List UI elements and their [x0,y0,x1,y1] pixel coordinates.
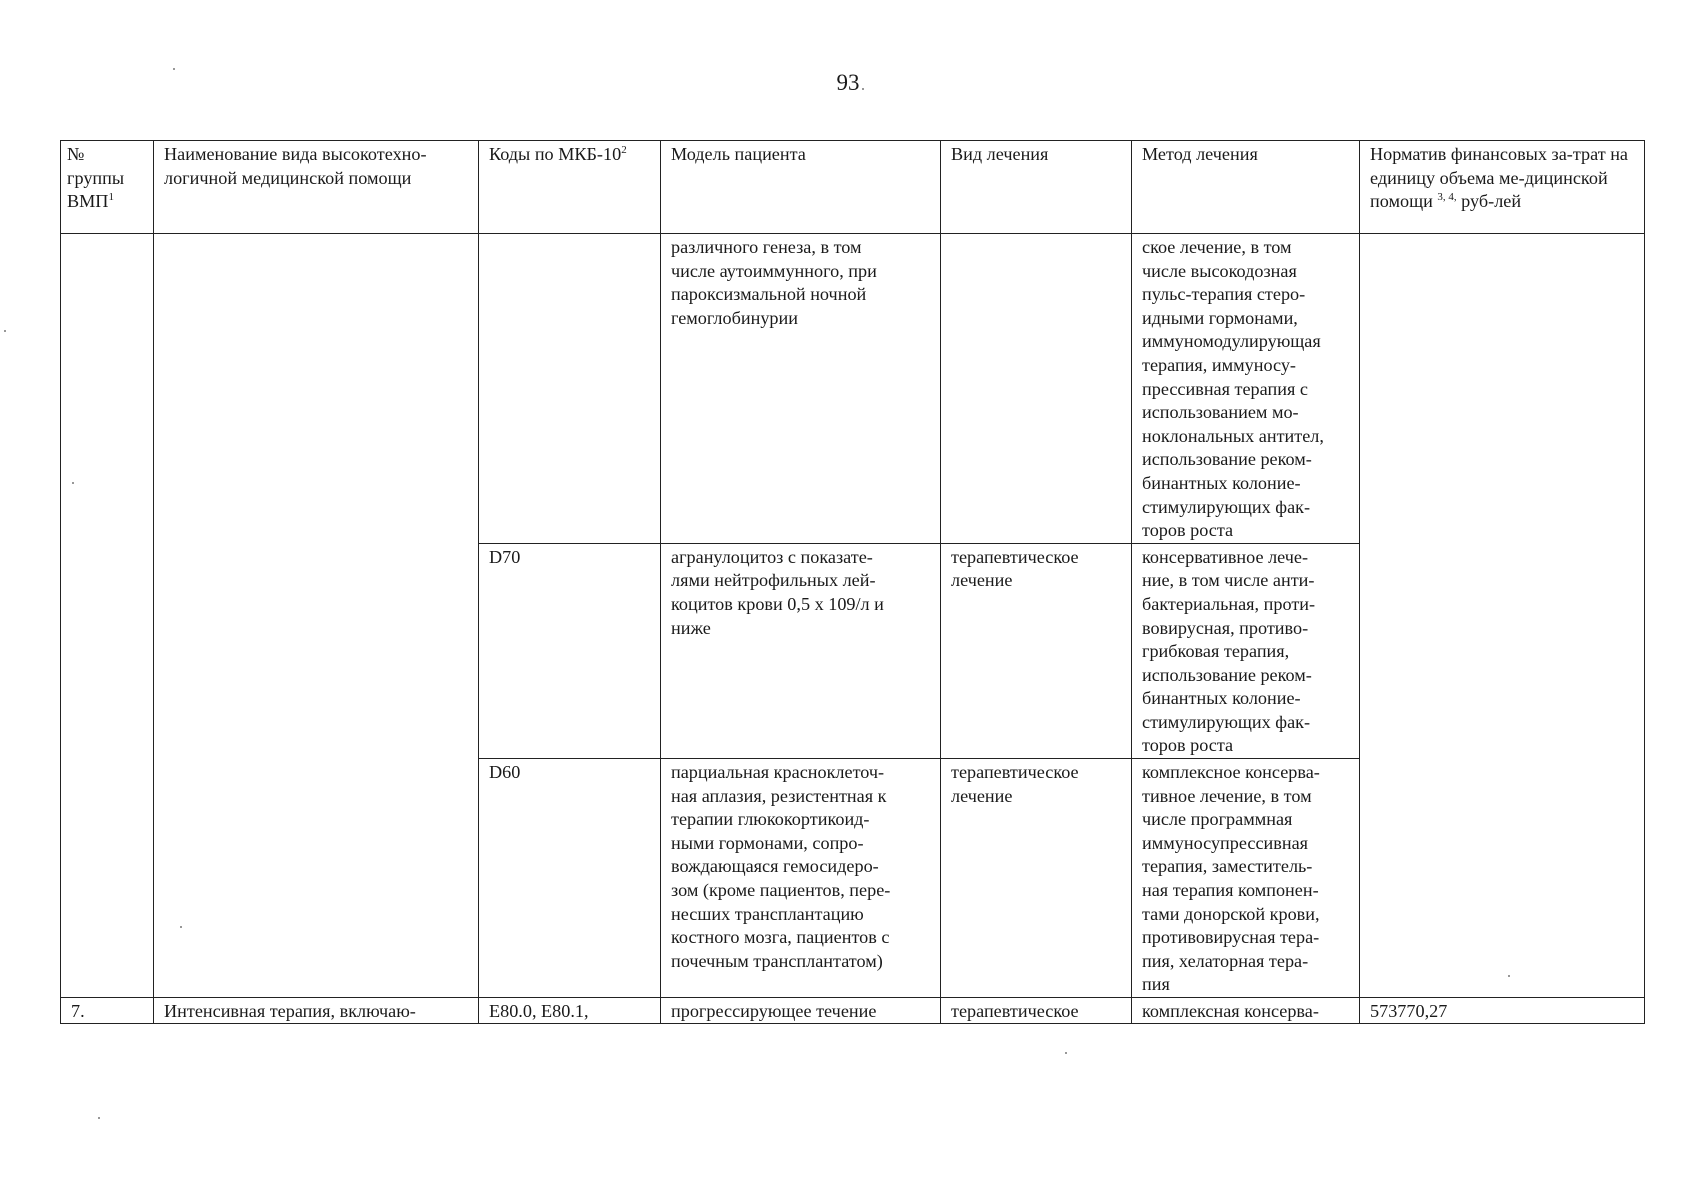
scan-speck [98,1117,100,1119]
scan-speck [173,68,175,70]
icd-code-cell: D60 [479,759,661,998]
care-name-cell: Интенсивная терапия, включаю- [154,998,479,1024]
header-cost-norm: Норматив финансовых за-трат на единицу объема ме-дицинской помощи $^{3, 4,}$ руб-лей [1360,141,1645,234]
vmp-table [60,140,1645,1024]
header-care-name: Наименование вида высокотехно-логичной медицинской помощи [154,141,479,234]
cost-norm-cell [1360,234,1645,998]
header-treatment-method: Метод лечения [1132,141,1360,234]
treatment-type-cell: терапевтическое [941,998,1132,1024]
treatment-method-cell: комплексная консерва- [1132,998,1360,1024]
treatment-method-cell: консервативное лече- ние, в том числе анти- бактериальная, проти- вовирусная, противо- грибковая терапия, использование реком- бинантных колоние- стимулирующих фак- торов роста [1132,543,1360,758]
icd-code-cell: E80.0, E80.1, [479,998,661,1024]
treatment-method-cell: ское лечение, в том числе высокодозная пульс-терапия стеро- идными гормонами, иммуномодулирующая терапия, иммуносу- прессивная терапия с использованием мо- ноклональных антител, использование реком- бинантных колоние- стимулирующих фак- торов роста [1132,234,1360,544]
group-no-cell [61,234,154,998]
scan-speck [72,482,74,484]
patient-model-cell: парциальная красноклеточ- ная аплазия, резистентная к терапии глюкокортикоид- ными гормонами, сопро- вождающаяся гемосидеро- зом (кроме пациентов, пере- несших трансплантацию костного мозга, пациентов с почечным трансплантатом) [661,759,941,998]
patient-model-cell: прогрессирующее течение [661,998,941,1024]
header-group-no: № группы ВМП$^1$ [61,141,154,234]
treatment-method-cell: комплексное консерва- тивное лечение, в том числе программная иммуносупрессивная терапия, заместитель- ная терапия компонен- тами донорской крови, противовирусная тера- пия, хелаторная тера- пия [1132,759,1360,998]
icd-code-cell: D70 [479,543,661,758]
group-no-cell: 7. [61,998,154,1024]
cost-norm-cell: 573770,27 [1360,998,1645,1024]
icd-code-cell [479,234,661,544]
table-row [61,234,1645,544]
treatment-type-cell [941,234,1132,544]
patient-model-cell: агранулоцитоз с показате- лями нейтрофильных лей- коцитов крови 0,5 х 109/л и ниже [661,543,941,758]
header-treatment-type: Вид лечения [941,141,1132,234]
patient-model-cell: различного генеза, в том числе аутоиммунного, при пароксизмальной ночной гемоглобинурии [661,234,941,544]
scan-speck [1065,1052,1067,1054]
scan-speck [1508,975,1510,977]
header-row [61,141,1645,234]
header-icd-codes: Коды по МКБ-$10^2$ [479,141,661,234]
table-row-group-7 [61,998,1645,1024]
treatment-type-cell: терапевтическое лечение [941,543,1132,758]
scan-speck [4,330,6,332]
scan-speck [862,88,864,90]
header-patient-model: Модель пациента [661,141,941,234]
page-number: 93 [836,70,860,95]
care-name-cell [154,234,479,998]
scan-speck [180,926,182,928]
treatment-type-cell: терапевтическое лечение [941,759,1132,998]
